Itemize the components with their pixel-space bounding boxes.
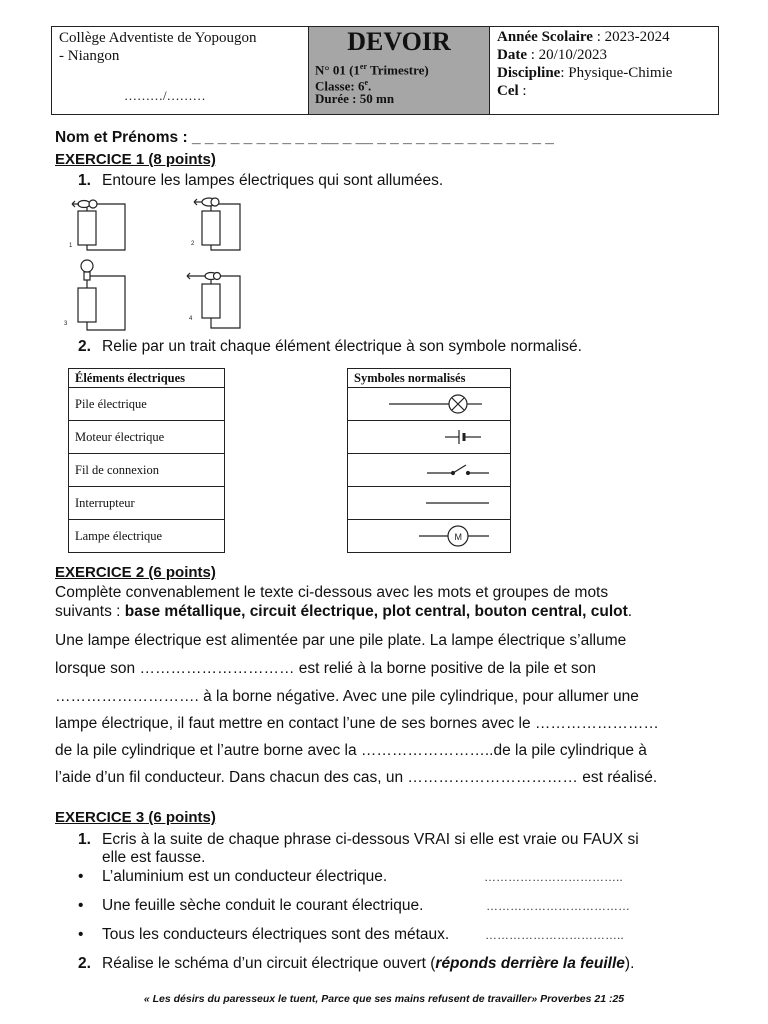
motor-symbol-icon: [369, 521, 489, 551]
ex3-q2-text: Réalise le schéma d’un circuit électrique ouvert (réponds derrière la feuille).: [102, 955, 635, 972]
ex3-answer-blank: ……………………………..: [484, 870, 623, 884]
circuit-4: [187, 273, 240, 329]
motor-letter: M: [454, 532, 462, 542]
element-row: Fil de connexion: [69, 454, 225, 487]
ex3-q1-number: 1.: [78, 831, 91, 848]
exercise-1-title: EXERCICE 1 (8 points): [55, 151, 216, 168]
ex2-text-line: lorsque son ………………………… est relié à la borne positive de la pile et son: [55, 660, 597, 677]
symbol-row: [348, 454, 511, 487]
bullet-icon: •: [78, 897, 84, 914]
page-title: DEVOIR: [347, 27, 451, 56]
school-name: Collège Adventiste de Yopougon: [59, 30, 257, 46]
lamp-label-2: 2: [191, 241, 195, 247]
symbols-table: [347, 368, 511, 553]
element-row: Pile électrique: [69, 388, 225, 421]
name-field-line: Nom et Prénoms : _ _ _ _ _ _ _ _ _ _ __ _ __ _ _ _ _ _ _ _ _ _ _ _ _ _ _: [55, 129, 554, 146]
class-label: Classe: 6e.: [315, 78, 372, 94]
ex2-text-line: l’aide d’un fil conducteur. Dans chacun des cas, un …………………………… est réalisé.: [55, 769, 658, 786]
symbol-row: [348, 421, 511, 454]
ex3-answer-blank: ……………………………..: [485, 928, 624, 942]
school-blank: ………/………: [124, 88, 206, 103]
title-cell: [309, 27, 490, 114]
ex2-text-line: de la pile cylindrique et l’autre borne avec la ……………………..de la pile cylindrique à: [55, 742, 647, 759]
ex2-intro-line1: Complète convenablement le texte ci-dessous avec les mots et groupes de mots: [55, 584, 609, 601]
lamp-label-3: 3: [64, 321, 68, 327]
ex2-text-line: Une lampe électrique est alimentée par une pile plate. La lampe électrique s’allume: [55, 632, 627, 649]
lamp-label-1: 1: [69, 243, 73, 249]
footer-quote: « Les désirs du paresseux le tuent, Parce que ses mains refusent de travailler» Proverbes 21 :25: [143, 993, 625, 1005]
circuit-2: [194, 198, 240, 250]
element-row: Moteur électrique: [69, 421, 225, 454]
school-year: Année Scolaire : 2023-2024: [497, 29, 670, 45]
ex1-q1-number: 1.: [78, 172, 91, 189]
school-cell: [52, 27, 309, 114]
ex3-statement: Une feuille sèche conduit le courant électrique.: [102, 897, 424, 914]
school-location: - Niangon: [59, 48, 120, 64]
circuit-1: [72, 200, 125, 250]
bullet-icon: •: [78, 868, 84, 885]
symbol-row: [348, 487, 511, 520]
header-box: [51, 26, 719, 115]
exercise-2-title: EXERCICE 2 (6 points): [55, 564, 216, 581]
ex3-statement: Tous les conducteurs électriques sont des métaux.: [102, 926, 450, 943]
element-row: Interrupteur: [69, 487, 225, 520]
symbol-row: [348, 388, 511, 421]
ex2-text-line: ………………………. à la borne négative. Avec une pile cylindrique, pour allumer une: [55, 688, 639, 705]
ex3-q1-line2: elle est fausse.: [102, 849, 206, 866]
lamp-circuits-figure: [62, 192, 262, 332]
ex3-q1-line1: Ecris à la suite de chaque phrase ci-dessous VRAI si elle est vraie ou FAUX si: [102, 831, 639, 848]
ex3-answer-blank: ………………………………: [486, 899, 630, 913]
element-row: Lampe électrique: [69, 520, 225, 553]
bullet-icon: •: [78, 926, 84, 943]
ex3-q2-number: 2.: [78, 955, 91, 972]
info-cell: [490, 27, 718, 114]
ex1-q2-number: 2.: [78, 338, 91, 355]
ex2-text-line: lampe électrique, il faut mettre en contact l’une de ses bornes avec le ……………………: [55, 715, 659, 732]
exam-date: Date : 20/10/2023: [497, 47, 608, 63]
symbol-row: [348, 520, 511, 553]
ex2-intro-line2: suivants : base métallique, circuit électrique, plot central, bouton central, culot.: [55, 603, 633, 620]
cel: Cel :: [497, 83, 527, 99]
exercise-3-title: EXERCICE 3 (6 points): [55, 809, 216, 826]
ex1-q2-text: Relie par un trait chaque élément électrique à son symbole normalisé.: [102, 338, 582, 355]
lamp-symbol-icon: [369, 389, 489, 419]
discipline: Discipline: Physique-Chimie: [497, 65, 673, 81]
lamp-label-4: 4: [189, 316, 193, 322]
ex3-statement: L’aluminium est un conducteur électrique.: [102, 868, 388, 885]
wire-symbol-icon: [369, 488, 489, 518]
elements-table: [68, 368, 225, 553]
symbols-table-header: Symboles normalisés: [348, 369, 511, 388]
ex1-q1-text: Entoure les lampes électriques qui sont allumées.: [102, 172, 444, 189]
exam-number: N° 01 (1er Trimestre): [315, 62, 429, 78]
switch-symbol-icon: [369, 455, 489, 485]
duration: Durée : 50 mn: [315, 91, 395, 106]
circuit-3: [78, 260, 125, 330]
elements-table-header: Éléments électriques: [69, 369, 225, 388]
battery-symbol-icon: [369, 422, 489, 452]
